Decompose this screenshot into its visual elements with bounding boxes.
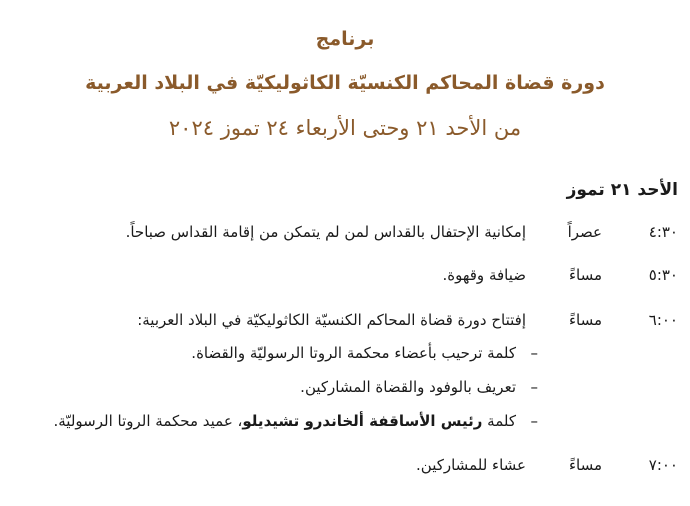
schedule-activity: إفتتاح دورة قضاة المحاكم الكنسيّة الكاثوليكيّة في البلاد العربية: xyxy=(137,311,526,329)
opening-subitem xyxy=(20,338,538,368)
subitem-suffix: ، عميد محكمة الروتا الرسوليّة. xyxy=(53,412,243,430)
schedule-row xyxy=(8,217,678,247)
schedule-time: ٦:٠٠ xyxy=(648,311,678,329)
schedule-activity: ضيافة وقهوة. xyxy=(442,266,526,284)
course-title: دورة قضاة المحاكم الكنسيّة الكاثوليكيّة في البلاد العربية xyxy=(85,72,605,94)
subitem-text: تعريف بالوفود والقضاة المشاركين. xyxy=(300,378,516,396)
opening-subitem xyxy=(20,372,538,402)
schedule-period: مساءً xyxy=(568,311,602,329)
subitem-prefix: كلمة xyxy=(482,412,516,430)
schedule-row xyxy=(8,305,678,335)
archbishop-name: رئيس الأساقفة ألخاندرو تشيديلو xyxy=(242,412,483,430)
schedule-time: ٤:٣٠ xyxy=(648,223,678,241)
opening-subitem xyxy=(20,406,538,436)
schedule-period: مساءً xyxy=(568,266,602,284)
schedule-period: مساءً xyxy=(568,456,602,474)
schedule-time: ٧:٠٠ xyxy=(648,456,678,474)
dash-bullet: – xyxy=(530,378,538,396)
day-heading: الأحد ٢١ تموز xyxy=(566,180,678,200)
schedule-activity: عشاء للمشاركين. xyxy=(416,456,526,474)
subitem-text: كلمة ترحيب بأعضاء محكمة الروتا الرسوليّة والقضاة. xyxy=(191,344,516,362)
schedule-row xyxy=(8,450,678,480)
schedule-time: ٥:٣٠ xyxy=(648,266,678,284)
schedule-row xyxy=(8,260,678,290)
dash-bullet: – xyxy=(530,412,538,430)
program-label: برنامج xyxy=(315,28,375,50)
date-range: من الأحد ٢١ وحتى الأربعاء ٢٤ تموز ٢٠٢٤ xyxy=(168,116,522,140)
schedule-activity: إمكانية الإحتفال بالقداس لمن لم يتمكن من إقامة القداس صباحاً. xyxy=(125,223,526,241)
schedule-period: عصراً xyxy=(567,223,602,241)
dash-bullet: – xyxy=(530,344,538,362)
